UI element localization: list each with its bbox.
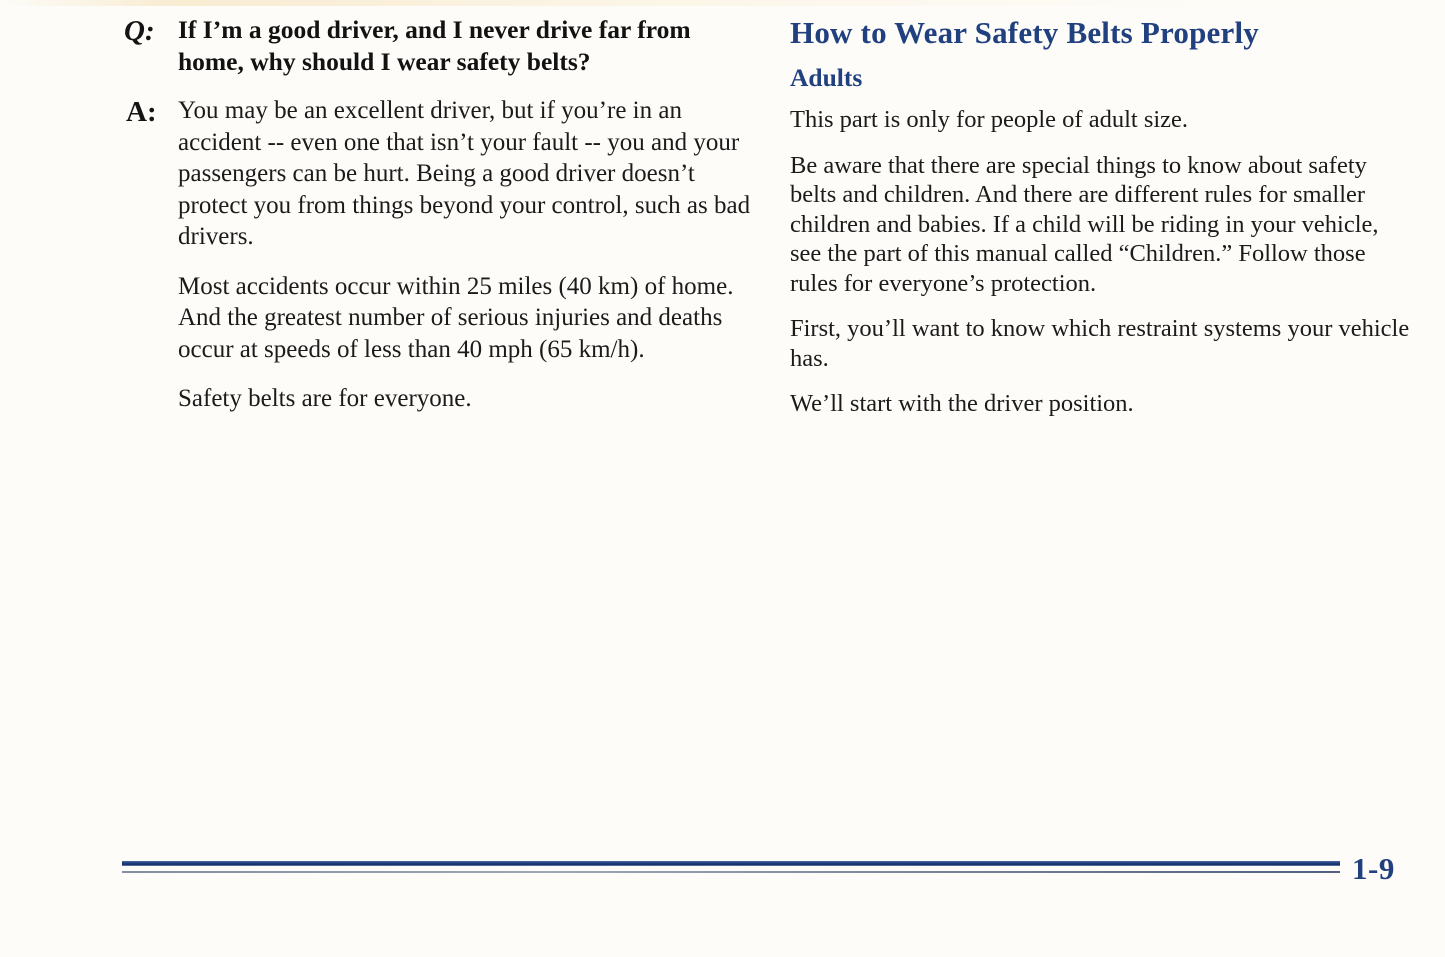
- answer-block: [122, 95, 752, 253]
- question-block: [122, 14, 752, 77]
- footer-rule-thick: [122, 861, 1340, 866]
- left-paragraph-2: Safety belts are for everyone.: [178, 385, 472, 412]
- question-text: If I’m a good driver, and I never drive far from home, why should I wear safety belts?: [178, 15, 691, 76]
- right-paragraph-2: Be aware that there are special things to know about safety belts and children. And there are different rules for smaller children and babies. If a child will be riding in your vehicle, see the part of this manual called “Children.” Follow those rules for everyone’s protection.: [790, 151, 1379, 297]
- question-marker: Q:: [124, 15, 155, 47]
- right-paragraph-4: We’ll start with the driver position.: [790, 390, 1134, 417]
- left-column: [122, 14, 752, 415]
- left-paragraph-1: Most accidents occur within 25 miles (40 km) of home. And the greatest number of serious injuries and deaths occur at speeds of less than 40 mph (65 km/h).: [178, 272, 734, 363]
- right-column: [790, 14, 1414, 419]
- right-paragraph-1: This part is only for people of adult size.: [790, 106, 1189, 133]
- section-heading: How to Wear Safety Belts Properly: [790, 15, 1259, 50]
- right-paragraph-3: First, you’ll want to know which restraint systems your vehicle has.: [790, 315, 1410, 372]
- footer-rule-thin: [122, 871, 1340, 873]
- page-footer: [0, 852, 1445, 912]
- answer-marker: A:: [126, 96, 157, 128]
- page-number: 1-9: [1352, 851, 1395, 886]
- answer-text: You may be an excellent driver, but if you’re in an accident -- even one that isn’t your fault -- you and your passengers can be hurt. Being a good driver doesn’t protect you from things beyond your control, such as bad drivers.: [178, 97, 751, 250]
- subsection-heading: Adults: [790, 63, 863, 92]
